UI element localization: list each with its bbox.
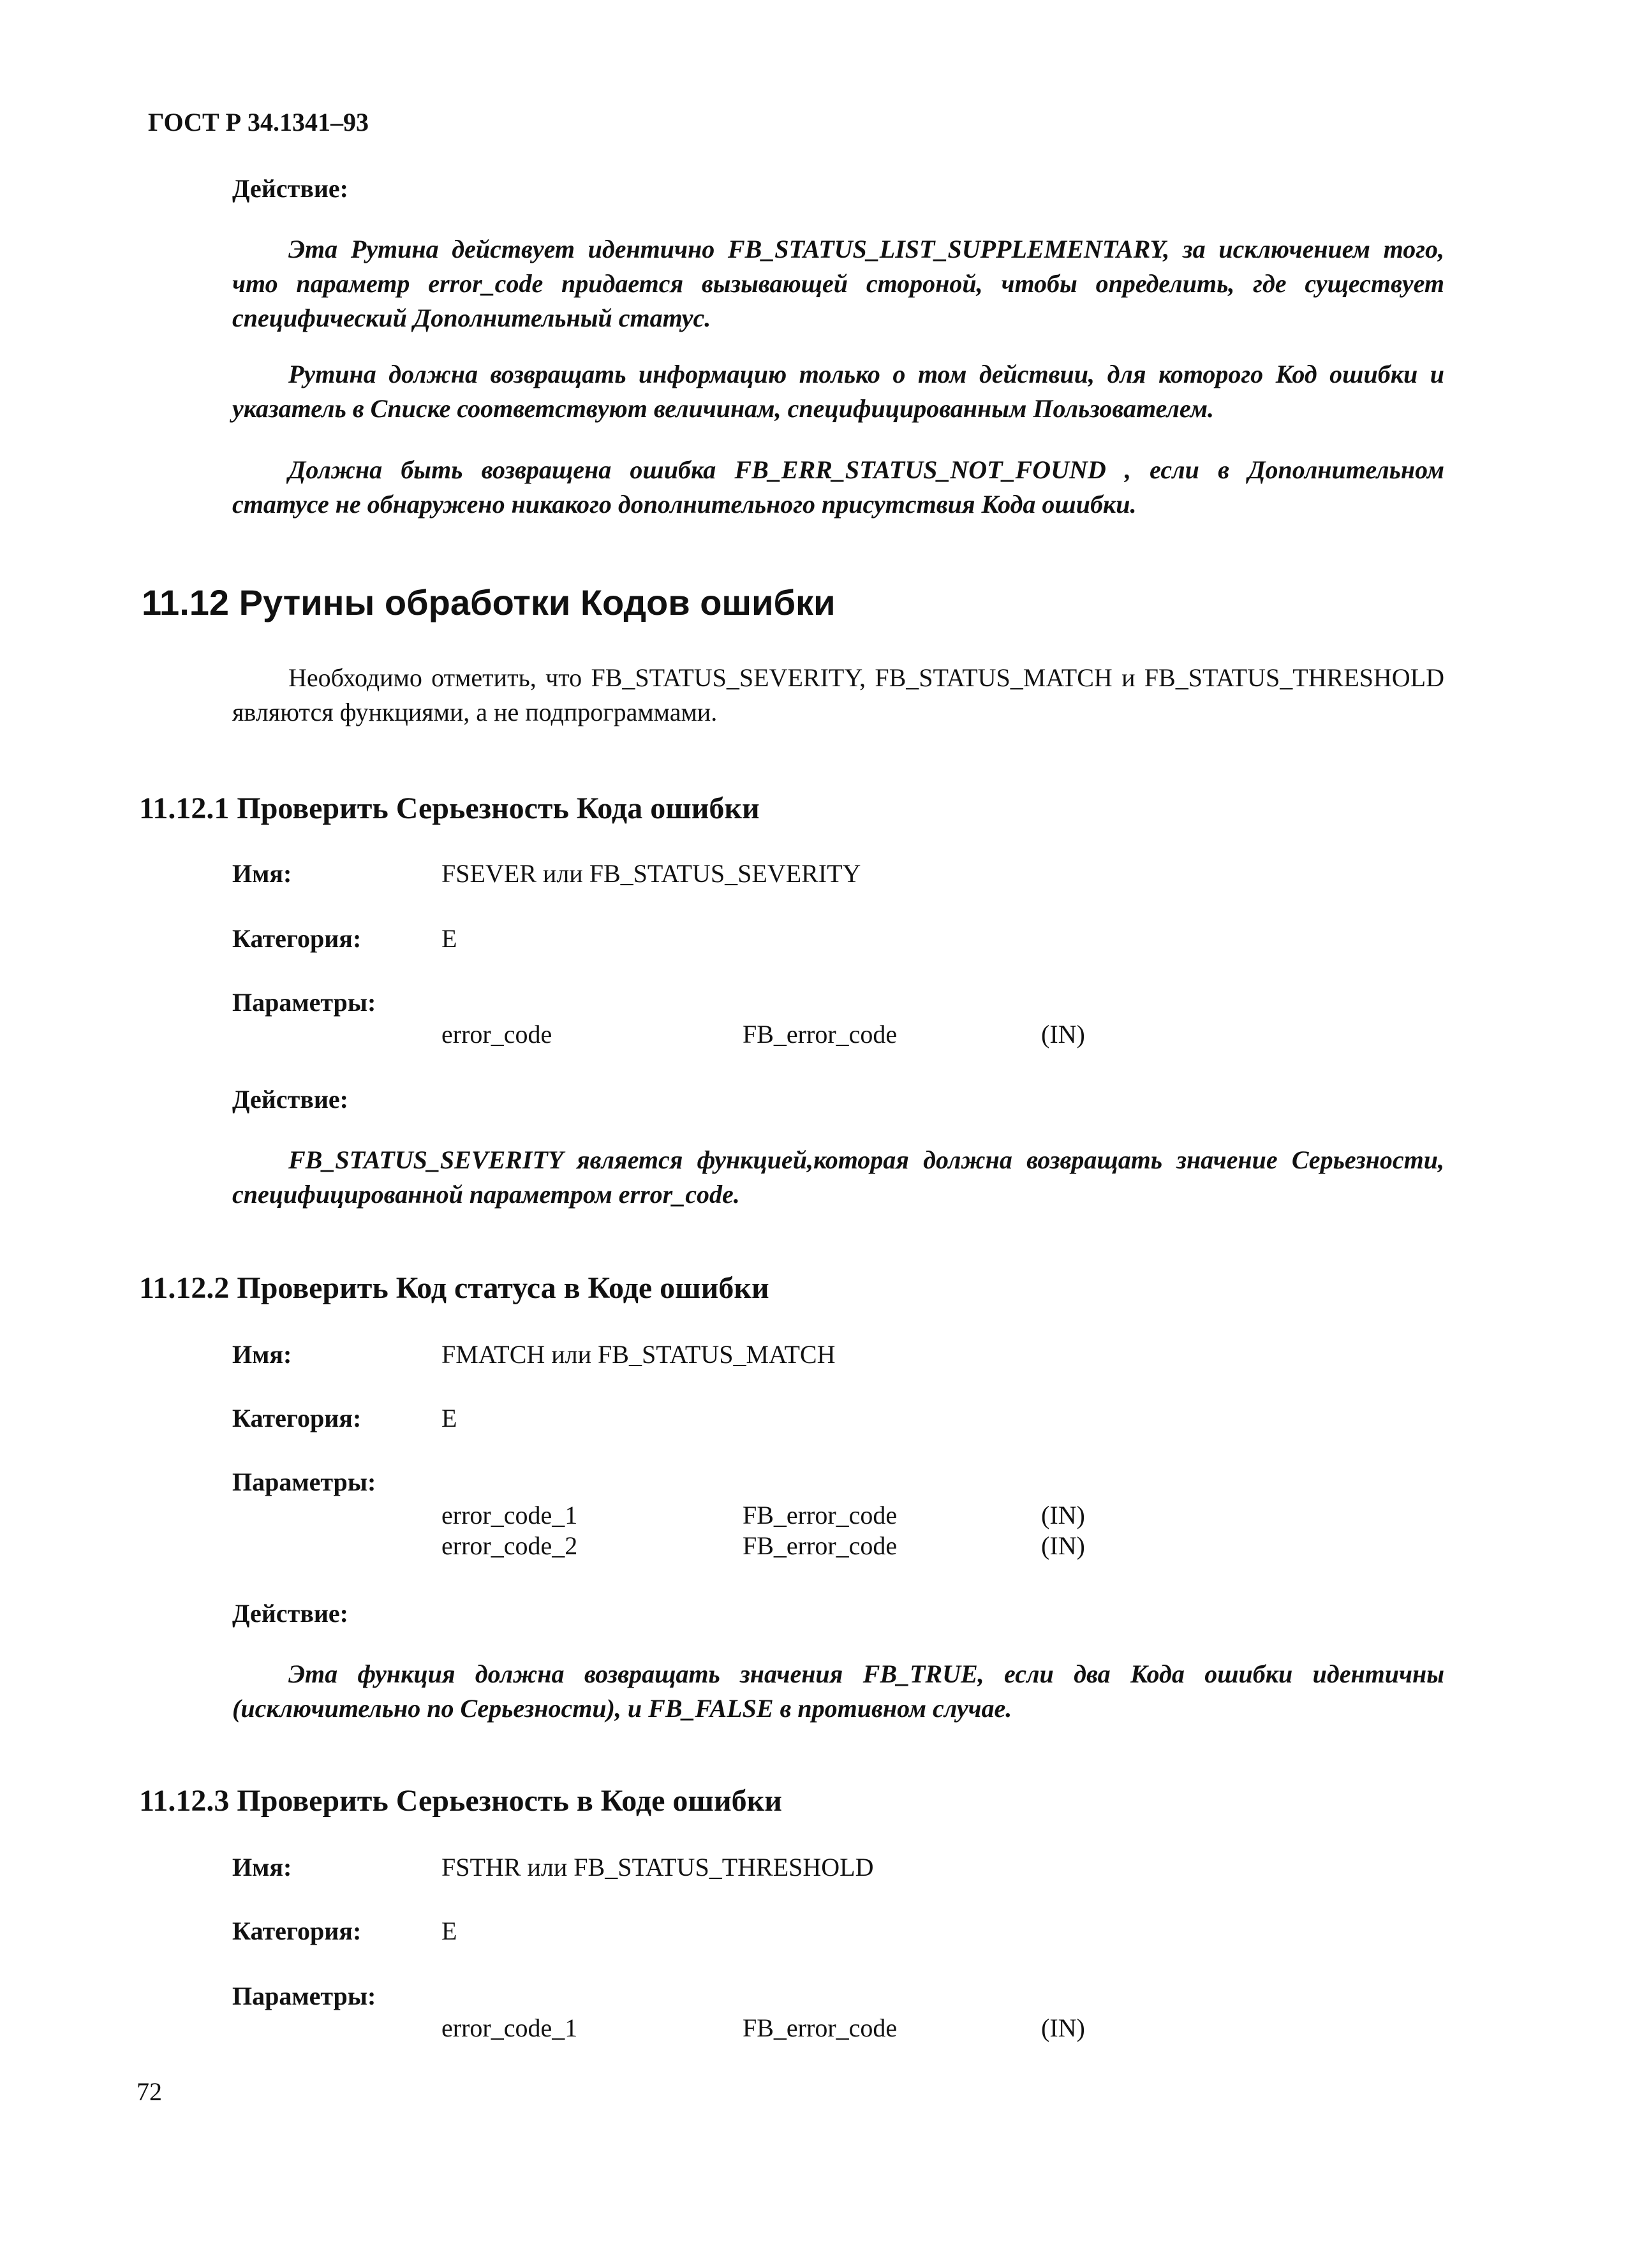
name-label: Имя: — [232, 1853, 292, 1881]
category-value: E — [441, 924, 457, 953]
document-id: ГОСТ Р 34.1341–93 — [148, 108, 369, 136]
action-label: Действие: — [232, 174, 348, 203]
name-label: Имя: — [232, 859, 292, 888]
params-label: Параметры: — [232, 1982, 376, 2010]
subsection-heading: 11.12.2 Проверить Код статуса в Коде ошибки — [139, 1271, 769, 1305]
category-value: E — [441, 1404, 457, 1432]
param-mode: (IN) — [1041, 1531, 1085, 1560]
action-text: Эта функция должна возвращать значения FB_TRUE, если два Кода ошибки идентичны (исключительно по Серьезности), и FB_FALSE в противном случае. — [232, 1660, 1444, 1723]
param-name: error_code_1 — [441, 2014, 578, 2042]
category-label: Категория: — [232, 924, 362, 953]
param-type: FB_error_code — [743, 1531, 898, 1560]
param-type: FB_error_code — [743, 2014, 898, 2042]
param-type: FB_error_code — [743, 1501, 898, 1529]
subsection-heading: 11.12.3 Проверить Серьезность в Коде ошибки — [139, 1784, 782, 1818]
name-value: FSTHR или FB_STATUS_THRESHOLD — [441, 1853, 874, 1881]
paragraph: Рутина должна возвращать информацию только о том действии, для которого Код ошибки и указатель в Списке соответствуют величинам, специфицированным Пользователем. — [232, 360, 1444, 423]
name-label: Имя: — [232, 1340, 292, 1369]
params-label: Параметры: — [232, 988, 376, 1017]
category-label: Категория: — [232, 1404, 362, 1432]
params-label: Параметры: — [232, 1468, 376, 1496]
param-name: error_code — [441, 1020, 552, 1049]
name-value: FMATCH или FB_STATUS_MATCH — [441, 1340, 836, 1369]
param-name: error_code_2 — [441, 1531, 578, 1560]
param-mode: (IN) — [1041, 1501, 1085, 1529]
param-mode: (IN) — [1041, 2014, 1085, 2042]
param-mode: (IN) — [1041, 1020, 1085, 1049]
category-value: E — [441, 1917, 457, 1945]
name-value: FSEVER или FB_STATUS_SEVERITY — [441, 859, 861, 888]
param-type: FB_error_code — [743, 1020, 898, 1049]
subsection-heading: 11.12.1 Проверить Серьезность Кода ошибки — [139, 792, 760, 825]
paragraph: Должна быть возвращена ошибка FB_ERR_STATUS_NOT_FOUND , если в Дополнительном статусе не обнаружено никакого дополнительного присутствия Кода ошибки. — [232, 455, 1444, 519]
category-label: Категория: — [232, 1917, 362, 1945]
param-name: error_code_1 — [441, 1501, 578, 1529]
page-number: 72 — [137, 2077, 162, 2106]
action-label: Действие: — [232, 1085, 348, 1114]
action-text: FB_STATUS_SEVERITY является функцией,которая должна возвращать значение Серьезности, специфицированной параметром error_code. — [232, 1145, 1444, 1209]
paragraph: Эта Рутина действует идентично FB_STATUS_LIST_SUPPLEMENTARY, за исключением того, что параметр error_code придается вызывающей стороной, чтобы определить, где существует специфический Дополнительный статус. — [232, 235, 1444, 332]
section-intro: Необходимо отметить, что FB_STATUS_SEVERITY, FB_STATUS_MATCH и FB_STATUS_THRESHOLD являются функциями, а не подпрограммами. — [232, 663, 1444, 726]
action-label: Действие: — [232, 1599, 348, 1628]
section-heading: 11.12 Рутины обработки Кодов ошибки — [142, 582, 836, 622]
